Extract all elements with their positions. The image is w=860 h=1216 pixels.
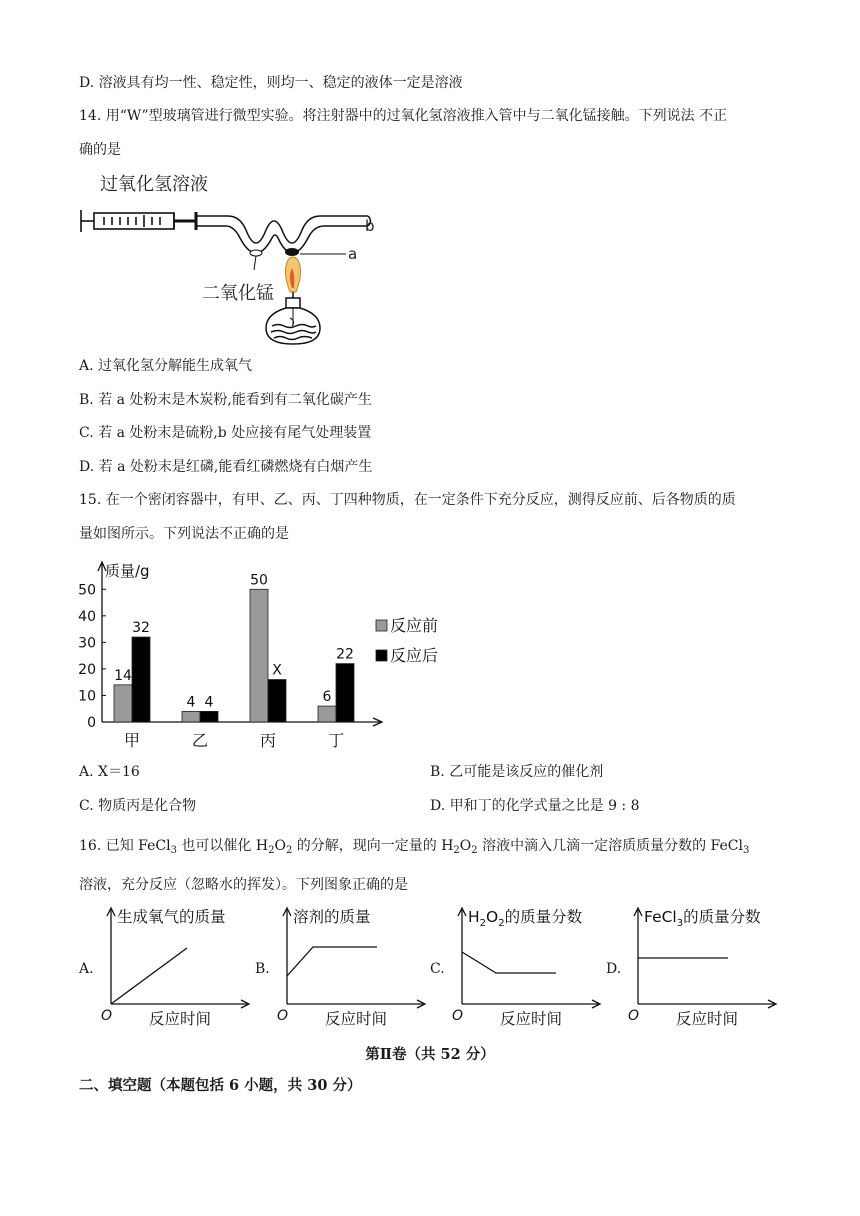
graph-d-xlabel: 反应时间	[676, 1010, 739, 1028]
chart-y-axis-label: 质量/g	[105, 562, 150, 580]
chart-data-label: 4	[186, 694, 196, 711]
syringe-icon	[81, 210, 196, 232]
graph-c	[448, 904, 608, 1032]
graph-b	[273, 904, 433, 1032]
q15-option-b: B. 乙可能是该反应的催化剂	[430, 764, 604, 780]
chart-data-label: X	[272, 662, 282, 679]
q15-option-a: A. X＝16	[79, 764, 140, 780]
q16-stem-line1: 16. 已知 FeCl$_3$ 也可以催化 $H_2O_2$ 的分解，现向一定量的 $H_2O_2$ 溶液中滴入几滴一定溶质质量分数的 FeCl$_3$	[79, 838, 750, 856]
graph-c-ylabel: $H_2O_2$的质量分数	[468, 908, 583, 929]
chart-y-tick-label: 0	[87, 715, 96, 731]
q15-stem-line2: 量如图所示。下列说法不正确的是	[79, 526, 289, 542]
graph-b-curve	[287, 947, 377, 976]
chart-bar	[318, 706, 336, 722]
chart-data-label: 6	[322, 689, 332, 706]
q14-option-c: C. 若 a 处粉末是硫粉,b 处应接有尾气处理装置	[79, 425, 372, 441]
graph-b-xlabel: 反应时间	[325, 1010, 388, 1028]
graph-c-xlabel: 反应时间	[500, 1010, 563, 1028]
graph-d-origin: O	[628, 1008, 640, 1024]
q13-option-d: D. 溶液具有均一性、稳定性，则均一、稳定的液体一定是溶液	[79, 75, 463, 91]
label-a: a	[348, 245, 358, 263]
chart-data-label: 22	[336, 646, 354, 663]
graph-d	[624, 904, 784, 1032]
graph-b-letter: B.	[255, 961, 270, 977]
chart-legend-label: 反应前	[390, 616, 439, 635]
graph-a-xlabel: 反应时间	[149, 1010, 212, 1028]
chart-y-tick-label: 10	[78, 688, 96, 705]
graph-c-curve	[462, 952, 556, 973]
chart-bar	[268, 680, 286, 722]
chart-bar	[336, 664, 354, 722]
chart-legend-swatch	[376, 650, 387, 661]
q15-option-d: D. 甲和丁的化学式量之比是 9 : 8	[430, 798, 640, 814]
chart-data-label: 14	[114, 667, 132, 684]
q14-stem-line2: 确的是	[79, 142, 121, 158]
alcohol-lamp-icon	[266, 292, 320, 344]
graph-c-letter: C.	[430, 961, 445, 977]
q16-stem-line2: 溶液，充分反应（忽略水的挥发）。下列图象正确的是	[79, 877, 408, 893]
chart-bar	[182, 711, 200, 722]
chart-y-tick-label: 20	[78, 661, 96, 678]
chart-legend-swatch	[376, 620, 387, 631]
flame-icon	[285, 257, 300, 292]
section-2-heading: 二、填空题（本题包括 6 小题，共 30 分）	[79, 1077, 362, 1094]
graph-d-letter: D.	[606, 961, 622, 977]
chart-bar	[250, 589, 268, 722]
q14-option-d: D. 若 a 处粉末是红磷,能看红磷燃烧有白烟产生	[79, 459, 373, 475]
chart-category-label: 甲	[123, 731, 141, 750]
w-tube-apparatus-figure	[78, 168, 378, 358]
q15-option-c: C. 物质丙是化合物	[79, 798, 197, 814]
graph-a-curve	[111, 948, 187, 1004]
label-b: b	[365, 217, 375, 235]
graph-a-origin: O	[101, 1008, 113, 1024]
q15-stem-line1: 15. 在一个密闭容器中，有甲、乙、丙、丁四种物质，在一定条件下充分反应，测得反应前、后各物质的质	[79, 492, 736, 508]
chart-bar	[200, 711, 218, 722]
mass-bar-chart	[76, 556, 456, 750]
graph-d-ylabel: FeCl$_3$的质量分数	[644, 908, 761, 929]
chart-data-label: 32	[132, 620, 150, 637]
chart-category-label: 乙	[191, 731, 209, 750]
w-glass-tube	[196, 216, 371, 253]
graph-a-ylabel: 生成氧气的质量	[117, 908, 226, 926]
graph-c-origin: O	[452, 1008, 464, 1024]
label-mno2: 二氧化锰	[202, 283, 274, 304]
chart-y-tick-label: 30	[78, 635, 96, 652]
chart-data-label: 4	[204, 694, 214, 711]
chart-bar	[114, 685, 132, 722]
powder-a	[285, 248, 299, 256]
chart-bar	[132, 637, 150, 722]
chart-category-label: 丁	[327, 731, 345, 750]
label-h2o2-solution: 过氧化氢溶液	[100, 174, 208, 195]
chart-y-tick-label: 50	[78, 582, 96, 599]
chart-y-tick-label: 40	[78, 608, 96, 625]
mno2-powder	[250, 250, 262, 256]
graph-a	[97, 904, 257, 1032]
chart-legend-label: 反应后	[390, 646, 439, 665]
graph-b-origin: O	[277, 1008, 289, 1024]
q14-stem-line1: 14. 用“W”型玻璃管进行微型实验。将注射器中的过氧化氢溶液推入管中与二氧化锰接触。下列说法 不正	[79, 108, 728, 124]
graph-a-letter: A.	[79, 961, 94, 977]
q14-option-a: A. 过氧化氢分解能生成氧气	[79, 358, 253, 374]
chart-data-label: 50	[250, 572, 268, 589]
q14-option-b: B. 若 a 处粉末是木炭粉,能看到有二氧化碳产生	[79, 392, 372, 408]
graph-b-ylabel: 溶剂的质量	[293, 908, 371, 926]
chart-category-label: 丙	[259, 731, 277, 750]
section-2-title: 第Ⅱ卷（共 52 分）	[365, 1046, 495, 1063]
